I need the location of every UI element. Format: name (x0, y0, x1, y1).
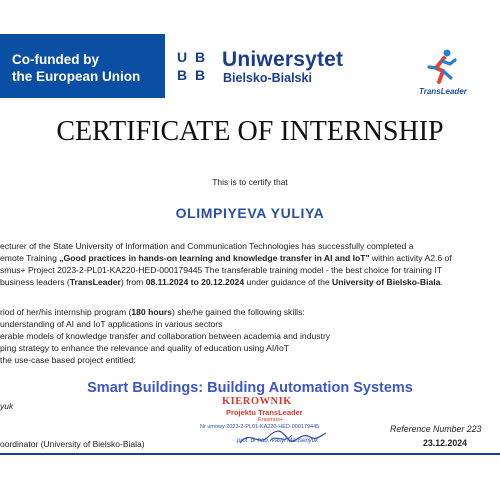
paragraph1-line3: smus+ Project 2023-2-PL01-KA220-HED-000179445 The transferable training model - the best choice for training IT (0, 265, 442, 275)
paragraph1-line2: emote Training „Good practices in hands-on learning and knowledge transfer in AI and IoT" within activity A2.6 of (0, 253, 452, 263)
ubb-logo-icon (175, 49, 213, 83)
svg-text:B: B (195, 49, 206, 65)
issue-date: 23.12.2024 (423, 438, 468, 448)
skill-item: understanding of AI and IoT applications in various sectors (0, 319, 223, 329)
paragraph1-line1: ecturer of the State University of Information and Communication Technologies has successfully completed a (0, 241, 414, 251)
svg-text:B: B (177, 67, 188, 83)
paragraph2-line1: riod of her/his internship program (180 hours) she/he gained the following skills: (0, 307, 305, 317)
stamp-line: Erasmus+ (258, 417, 283, 423)
runner-icon (421, 48, 461, 86)
certificate-title: CERTIFICATE OF INTERNSHIP (56, 116, 444, 147)
stamp-title: KIEROWNIK (222, 396, 292, 407)
university-name: Uniwersytet (222, 48, 344, 71)
paragraph1-line4: business leaders (TransLeader) from 08.11.2024 to 20.12.2024 under guidance of the University of Bielsko-Biala. (0, 277, 443, 287)
stamp-signatory: prof. dr hab. Vasyl Martsenyuk (237, 438, 319, 444)
skill-item: ping strategy to enhance the relevance and quality of education using AI/IoT (0, 343, 290, 353)
stamp-line: Nr umowy 2023-2-PL01-KA220-HED-000179445 (200, 424, 320, 430)
skill-item: the use-case based project entitled: (0, 355, 136, 365)
coordinator-role: oordinator (University of Bielsko-Biala) (0, 439, 145, 449)
svg-text:U: U (177, 49, 188, 65)
skill-item: erable models of knowledge transfer and collaboration between academia and industry (0, 331, 331, 341)
svg-text:B: B (195, 67, 206, 83)
eu-logo-text: Co-funded by the European Union (12, 52, 141, 84)
university-subtitle: Bielsko-Bialski (223, 71, 312, 85)
certify-text: This is to certify that (212, 177, 288, 187)
project-title: Smart Buildings: Building Automation Systems (87, 380, 413, 396)
stamp-line: Projektu TransLeader (226, 408, 303, 417)
recipient-name: OLIMPIYEVA YULIYA (175, 205, 325, 221)
coordinator-name: yuk (0, 401, 14, 411)
reference-number: Reference Number 223 (390, 424, 482, 434)
bottom-divider (0, 453, 500, 455)
transleader-label: TransLeader (419, 87, 467, 96)
